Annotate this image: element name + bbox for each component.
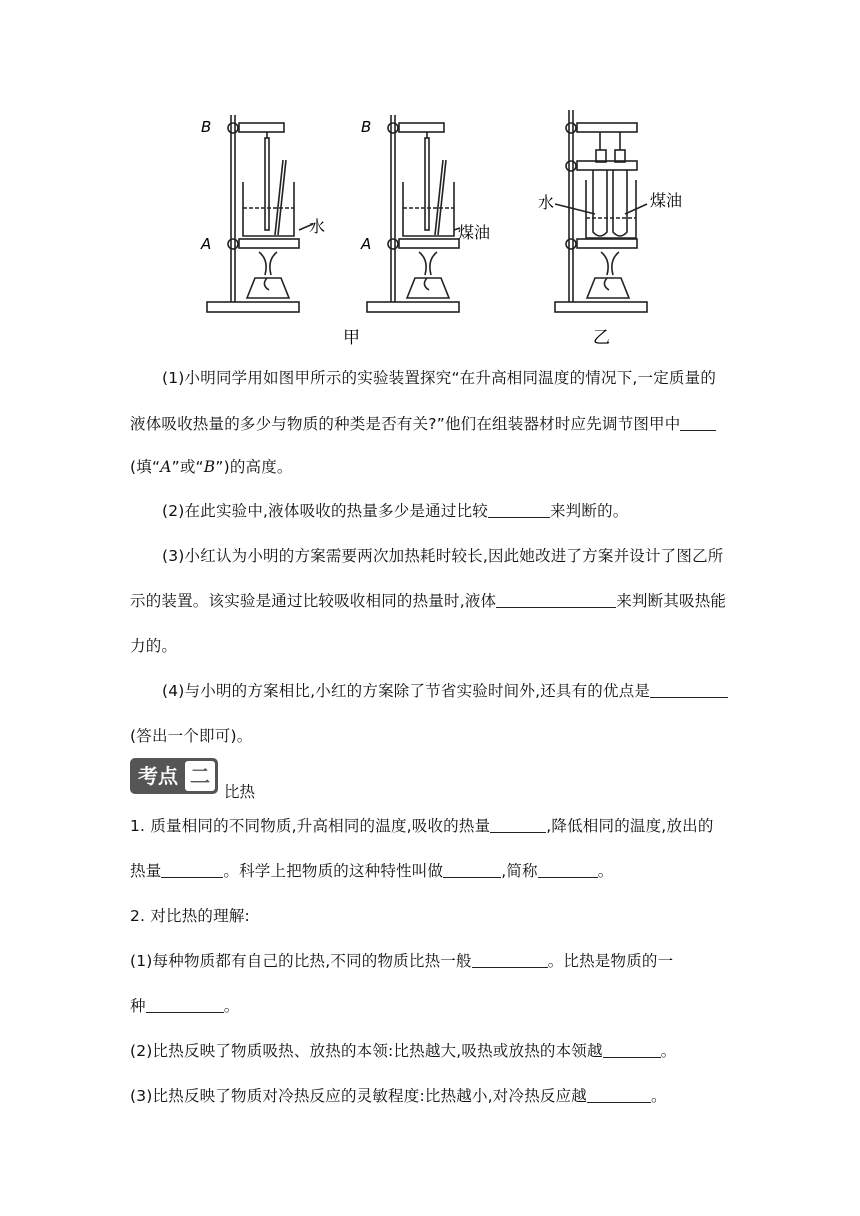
item-1-text-f: 。 <box>597 862 614 880</box>
item-1-text-e: ,简称 <box>501 862 538 880</box>
experiment-figure <box>195 110 683 355</box>
question-3-text: 示的装置。该实验是通过比较吸收相同的热量时,液体 <box>130 592 497 610</box>
question-3-line-1: (3)小红认为小明的方案需要两次加热耗时较长,因此她改进了方案并设计了图乙所 <box>162 547 724 565</box>
label-A-2: A <box>361 235 372 253</box>
answer-blank-2-1a[interactable] <box>472 952 548 968</box>
question-1-line-1: (1)小明同学用如图甲所示的实验装置探究“在升高相同温度的情况下,一定质量的 <box>162 369 717 387</box>
apparatus-comparison <box>555 110 647 312</box>
answer-blank-1a[interactable] <box>490 817 546 833</box>
apparatus-kerosene <box>367 115 460 312</box>
label-B-1: B <box>201 118 212 136</box>
item-2-2 <box>130 1040 676 1062</box>
item-2-3-text: (3)比热反映了物质对冷热反应的灵敏程度:比热越小,对冷热反应越 <box>130 1087 588 1105</box>
item-1-text-b: ,降低相同的温度,放出的 <box>546 817 714 835</box>
answer-blank-1d[interactable] <box>538 862 598 878</box>
caption-jia: 甲 <box>343 328 360 348</box>
item-2-3 <box>130 1085 667 1107</box>
question-1-text: 液体吸收热量的多少与物质的种类是否有关?”他们在组装器材时应先调节图甲中 <box>130 415 681 433</box>
label-A-1: A <box>201 235 212 253</box>
answer-blank-1c[interactable] <box>443 862 501 878</box>
label-kerosene-3: 煤油 <box>650 191 683 210</box>
section-badge-text: 考点 <box>138 764 178 788</box>
option-B: B <box>203 458 216 476</box>
question-1-line-2 <box>130 413 716 435</box>
question-4 <box>162 680 728 702</box>
item-1-text-d: 。科学上把物质的这种特性叫做 <box>223 862 444 880</box>
answer-blank-2-2[interactable] <box>603 1042 661 1058</box>
item-1-line-2 <box>130 860 613 882</box>
item-1-text-c: 热量 <box>130 862 162 880</box>
question-2 <box>162 500 629 522</box>
item-2-1-line-1 <box>130 950 673 972</box>
label-water-3: 水 <box>538 193 555 212</box>
label-B-2: B <box>361 118 372 136</box>
question-4-line-2: (答出一个即可)。 <box>130 727 253 745</box>
question-3-suffix: 来判断其吸热能 <box>616 592 727 610</box>
question-3-line-2 <box>130 590 726 612</box>
item-2-1-text-b: 。比热是物质的一 <box>547 952 674 970</box>
label-water-1: 水 <box>309 217 326 236</box>
section-badge <box>130 758 218 794</box>
item-2-1-text-c: 种 <box>130 997 146 1015</box>
item-1-line-1 <box>130 815 714 837</box>
item-1-text: 1. 质量相同的不同物质,升高相同的温度,吸收的热量 <box>130 817 491 835</box>
question-3-line-3: 力的。 <box>130 637 178 655</box>
section-badge-number: 二 <box>185 761 215 791</box>
question-2-suffix: 来判断的。 <box>549 502 629 520</box>
item-2-1-text-d: 。 <box>223 997 240 1015</box>
item-2-1-line-2 <box>130 995 239 1017</box>
item-2: 2. 对比热的理解: <box>130 907 250 925</box>
question-1-choice-prefix: (填“ <box>130 458 161 476</box>
apparatus-water <box>207 115 313 312</box>
option-A: A <box>160 458 172 476</box>
answer-blank-2-3[interactable] <box>587 1087 651 1103</box>
caption-yi: 乙 <box>593 328 610 348</box>
label-kerosene-2: 煤油 <box>458 223 491 242</box>
answer-blank-q4[interactable] <box>650 682 728 698</box>
answer-blank-2-1b[interactable] <box>146 997 224 1013</box>
question-1-choice-mid: ”或“ <box>171 458 204 476</box>
item-2-1-text: (1)每种物质都有自己的比热,不同的物质比热一般 <box>130 952 472 970</box>
item-2-2-text-b: 。 <box>660 1042 677 1060</box>
question-4-text: (4)与小明的方案相比,小红的方案除了节省实验时间外,还具有的优点是 <box>162 682 651 700</box>
answer-blank-q3[interactable] <box>496 592 616 608</box>
question-1-line-3 <box>130 456 293 478</box>
answer-blank-q2[interactable] <box>488 502 550 518</box>
question-2-text: (2)在此实验中,液体吸收的热量多少是通过比较 <box>162 502 488 520</box>
item-2-3-text-b: 。 <box>651 1087 667 1105</box>
item-2-2-text: (2)比热反映了物质吸热、放热的本领:比热越大,吸热或放热的本领越 <box>130 1042 603 1060</box>
answer-blank-1b[interactable] <box>161 862 223 878</box>
answer-blank-q1[interactable] <box>680 415 716 431</box>
question-1-choice-suffix: ”)的高度。 <box>215 458 293 476</box>
section-title: 比热 <box>224 783 256 801</box>
